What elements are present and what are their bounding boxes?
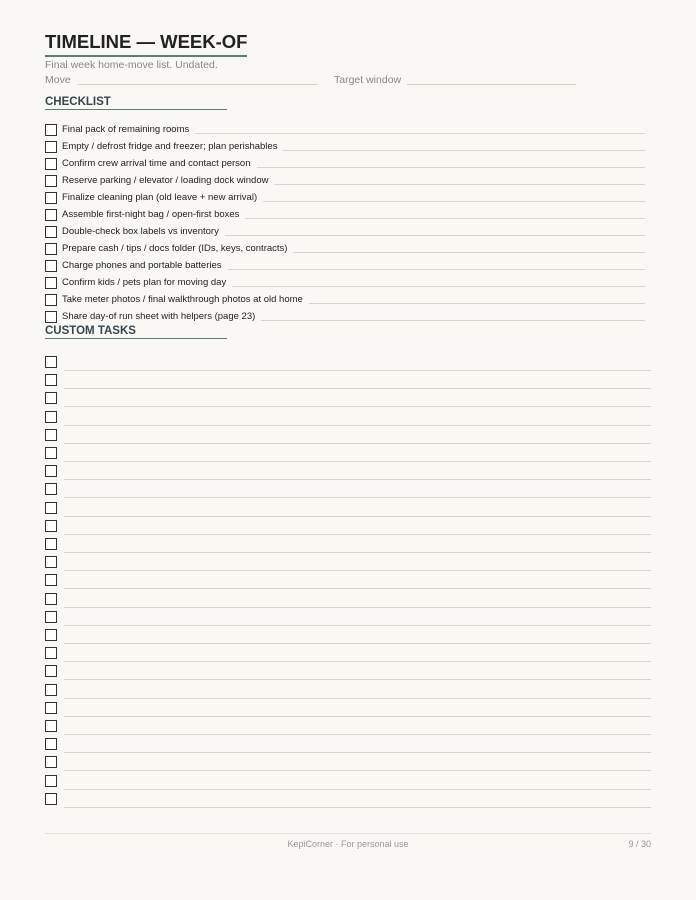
- custom-task-row[interactable]: [45, 610, 651, 628]
- checklist-item-label: Reserve parking / elevator / loading dock window: [62, 175, 269, 186]
- write-in-line[interactable]: [64, 479, 651, 480]
- checkbox[interactable]: [45, 447, 57, 459]
- checkbox[interactable]: [45, 574, 57, 586]
- write-in-line[interactable]: [64, 388, 651, 389]
- checkbox[interactable]: [45, 756, 57, 768]
- checkbox[interactable]: [45, 243, 57, 255]
- checklist-item-label: Double-check box labels vs inventory: [62, 226, 219, 237]
- custom-task-row[interactable]: [45, 646, 651, 664]
- checklist-item[interactable]: [45, 153, 645, 170]
- write-in-line[interactable]: [195, 133, 645, 134]
- custom-task-row[interactable]: [45, 355, 651, 373]
- write-in-line[interactable]: [64, 516, 651, 517]
- write-in-line[interactable]: [64, 734, 651, 735]
- page-number: 9 / 30: [628, 839, 651, 849]
- write-in-line[interactable]: [64, 679, 651, 680]
- custom-task-row[interactable]: [45, 391, 651, 409]
- custom-task-row[interactable]: [45, 683, 651, 701]
- checkbox[interactable]: [45, 311, 57, 323]
- checklist-item-label: Confirm crew arrival time and contact person: [62, 158, 251, 169]
- target-window-field[interactable]: [407, 84, 576, 85]
- write-in-line[interactable]: [64, 534, 651, 535]
- move-label: Move: [45, 74, 71, 86]
- checklist-item-label: Prepare cash / tips / docs folder (IDs, keys, contracts): [62, 243, 288, 254]
- write-in-line[interactable]: [64, 588, 651, 589]
- write-in-line[interactable]: [225, 235, 645, 236]
- checkbox[interactable]: [45, 502, 57, 514]
- write-in-line[interactable]: [257, 167, 646, 168]
- checkbox[interactable]: [45, 294, 57, 306]
- write-in-line[interactable]: [261, 320, 645, 321]
- write-in-line[interactable]: [64, 461, 651, 462]
- checklist-item[interactable]: [45, 289, 645, 306]
- custom-task-row[interactable]: [45, 573, 651, 591]
- checkbox[interactable]: [45, 277, 57, 289]
- checkbox[interactable]: [45, 226, 57, 238]
- custom-task-row[interactable]: [45, 537, 651, 555]
- custom-task-row[interactable]: [45, 555, 651, 573]
- checkbox[interactable]: [45, 775, 57, 787]
- checkbox[interactable]: [45, 374, 57, 386]
- custom-task-row[interactable]: [45, 410, 651, 428]
- checklist-item[interactable]: [45, 306, 645, 323]
- custom-task-row[interactable]: [45, 519, 651, 537]
- footer-rule: [45, 833, 651, 834]
- checklist-item[interactable]: [45, 221, 645, 238]
- checkbox[interactable]: [45, 556, 57, 568]
- checkbox[interactable]: [45, 538, 57, 550]
- write-in-line[interactable]: [64, 789, 651, 790]
- write-in-line[interactable]: [64, 552, 651, 553]
- write-in-line[interactable]: [64, 607, 651, 608]
- write-in-line[interactable]: [293, 252, 645, 253]
- custom-task-row[interactable]: [45, 464, 651, 482]
- checklist-item[interactable]: [45, 255, 645, 272]
- write-in-line[interactable]: [64, 370, 651, 371]
- custom-task-row[interactable]: [45, 446, 651, 464]
- checklist-item[interactable]: [45, 204, 645, 221]
- checkbox[interactable]: [45, 702, 57, 714]
- write-in-line[interactable]: [64, 443, 651, 444]
- write-in-line[interactable]: [263, 201, 645, 202]
- checkbox[interactable]: [45, 483, 57, 495]
- checklist-item-label: Final pack of remaining rooms: [62, 124, 190, 135]
- write-in-line[interactable]: [283, 150, 645, 151]
- custom-task-row[interactable]: [45, 482, 651, 500]
- write-in-line[interactable]: [64, 625, 651, 626]
- write-in-line[interactable]: [64, 497, 651, 498]
- checkbox[interactable]: [45, 124, 57, 136]
- target-window-label: Target window: [334, 74, 402, 86]
- write-in-line[interactable]: [64, 661, 651, 662]
- custom-task-row[interactable]: [45, 737, 651, 755]
- checkbox[interactable]: [45, 260, 57, 272]
- custom-task-row[interactable]: [45, 701, 651, 719]
- checklist-item-label: Share day-of run sheet with helpers (page 23): [62, 311, 256, 322]
- move-field[interactable]: [78, 84, 318, 85]
- custom-task-row[interactable]: [45, 755, 651, 773]
- checkbox[interactable]: [45, 647, 57, 659]
- write-in-line[interactable]: [309, 303, 645, 304]
- checkbox[interactable]: [45, 392, 57, 404]
- checklist-item[interactable]: [45, 187, 645, 204]
- custom-task-row[interactable]: [45, 592, 651, 610]
- custom-task-row[interactable]: [45, 664, 651, 682]
- page-subtitle: Final week home-move list. Undated.: [45, 59, 218, 71]
- checkbox[interactable]: [45, 684, 57, 696]
- write-in-line[interactable]: [64, 752, 651, 753]
- checkbox[interactable]: [45, 209, 57, 221]
- checkbox[interactable]: [45, 611, 57, 623]
- checkbox[interactable]: [45, 720, 57, 732]
- page-title: TIMELINE — WEEK-OF: [45, 31, 247, 57]
- checkbox[interactable]: [45, 793, 57, 805]
- checklist-item[interactable]: [45, 170, 645, 187]
- write-in-line[interactable]: [245, 218, 645, 219]
- checklist-heading: CHECKLIST: [45, 96, 227, 110]
- checkbox[interactable]: [45, 158, 57, 170]
- footer-text: KepiCorner · For personal use: [287, 839, 409, 849]
- custom-task-row[interactable]: [45, 628, 651, 646]
- write-in-line[interactable]: [64, 570, 651, 571]
- custom-task-row[interactable]: [45, 428, 651, 446]
- checklist-item-label: Empty / defrost fridge and freezer; plan perishables: [62, 141, 278, 152]
- checkbox[interactable]: [45, 738, 57, 750]
- write-in-line[interactable]: [64, 770, 651, 771]
- checklist-item-label: Assemble first-night bag / open-first boxes: [62, 209, 240, 220]
- write-in-line[interactable]: [64, 716, 651, 717]
- checklist-item[interactable]: [45, 238, 645, 255]
- checklist-item-label: Finalize cleaning plan (old leave + new arrival): [62, 192, 258, 203]
- checkbox[interactable]: [45, 629, 57, 641]
- custom-task-row[interactable]: [45, 792, 651, 810]
- checkbox[interactable]: [45, 593, 57, 605]
- custom-tasks-heading: CUSTOM TASKS: [45, 325, 227, 339]
- checkbox[interactable]: [45, 520, 57, 532]
- write-in-line[interactable]: [64, 406, 651, 407]
- custom-task-row[interactable]: [45, 501, 651, 519]
- write-in-line[interactable]: [64, 807, 651, 808]
- checkbox[interactable]: [45, 356, 57, 368]
- custom-task-row[interactable]: [45, 719, 651, 737]
- custom-task-row[interactable]: [45, 373, 651, 391]
- checklist-item-label: Confirm kids / pets plan for moving day: [62, 277, 227, 288]
- checkbox[interactable]: [45, 141, 57, 153]
- checkbox[interactable]: [45, 429, 57, 441]
- write-in-line[interactable]: [232, 286, 645, 287]
- checklist-item[interactable]: [45, 272, 645, 289]
- checkbox[interactable]: [45, 411, 57, 423]
- write-in-line[interactable]: [64, 698, 651, 699]
- write-in-line[interactable]: [64, 425, 651, 426]
- checklist-item-label: Charge phones and portable batteries: [62, 260, 222, 271]
- custom-task-row[interactable]: [45, 774, 651, 792]
- write-in-line[interactable]: [274, 184, 645, 185]
- checkbox[interactable]: [45, 665, 57, 677]
- checkbox[interactable]: [45, 465, 57, 477]
- checkbox[interactable]: [45, 192, 57, 204]
- checklist-item-label: Take meter photos / final walkthrough photos at old home: [62, 294, 303, 305]
- checklist-item[interactable]: [45, 136, 645, 153]
- checkbox[interactable]: [45, 175, 57, 187]
- write-in-line[interactable]: [228, 269, 645, 270]
- write-in-line[interactable]: [64, 643, 651, 644]
- checklist-item[interactable]: [45, 119, 645, 136]
